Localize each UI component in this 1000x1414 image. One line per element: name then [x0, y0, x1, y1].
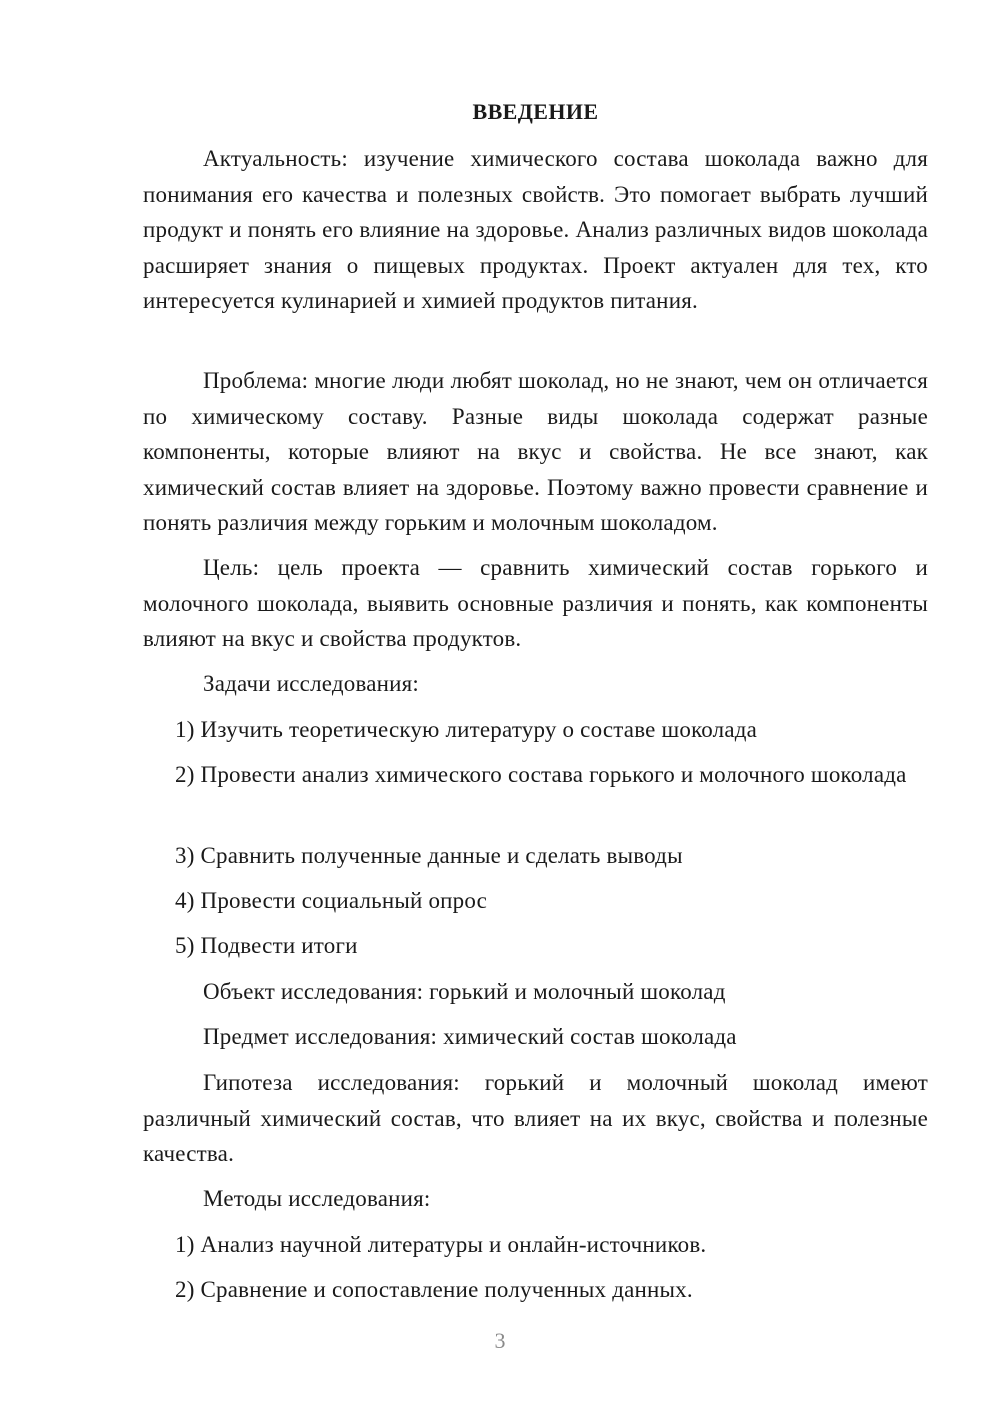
page-number: 3 [494, 1328, 506, 1353]
research-object: Объект исследования: горький и молочный шоколад [203, 979, 726, 1004]
task-item-5: 5) Подвести итоги [175, 933, 358, 958]
methods-heading: Методы исследования: [203, 1186, 431, 1211]
goal-paragraph: Цель: цель проекта — сравнить химический состав горького и молочного шоколада, выявить основные различия и понять, как компоненты влияют на вкус и свойства продуктов. [143, 555, 928, 651]
task-item-4: 4) Провести социальный опрос [175, 888, 488, 913]
task-item-3: 3) Сравнить полученные данные и сделать выводы [175, 843, 683, 868]
task-item-1: 1) Изучить теоретическую литературу о составе шоколада [175, 717, 758, 742]
problem-paragraph: Проблема: многие люди любят шоколад, но не знают, чем он отличается по химическому составу. Разные виды шоколада содержат разные компоненты, которые влияют на вкус и свойства. Не все знают, как химический состав влияет на здоровье. Поэтому важно провести сравнение и понять различия между горьким и молочным шоколадом. [143, 368, 928, 535]
section-title: ВВЕДЕНИЕ [472, 99, 599, 124]
method-item-2: 2) Сравнение и сопоставление полученных данных. [175, 1277, 693, 1302]
tasks-heading: Задачи исследования: [203, 671, 420, 696]
relevance-paragraph: Актуальность: изучение химического состава шоколада важно для понимания его качества и полезных свойств. Это помогает выбрать лучший продукт и понять его влияние на здоровье. Анализ различных видов шоколада расширяет знания о пищевых продуктах. Проект актуален для тех, кто интересуется кулинарией и химией продуктов питания. [143, 146, 928, 313]
task-item-2: 2) Провести анализ химического состава горького и молочного шоколада [175, 762, 907, 787]
research-subject: Предмет исследования: химический состав шоколада [203, 1024, 737, 1049]
method-item-1: 1) Анализ научной литературы и онлайн-источников. [175, 1232, 707, 1257]
hypothesis-paragraph: Гипотеза исследования: горький и молочный шоколад имеют различный химический состав, что влияет на их вкус, свойства и полезные качества. [143, 1070, 928, 1166]
